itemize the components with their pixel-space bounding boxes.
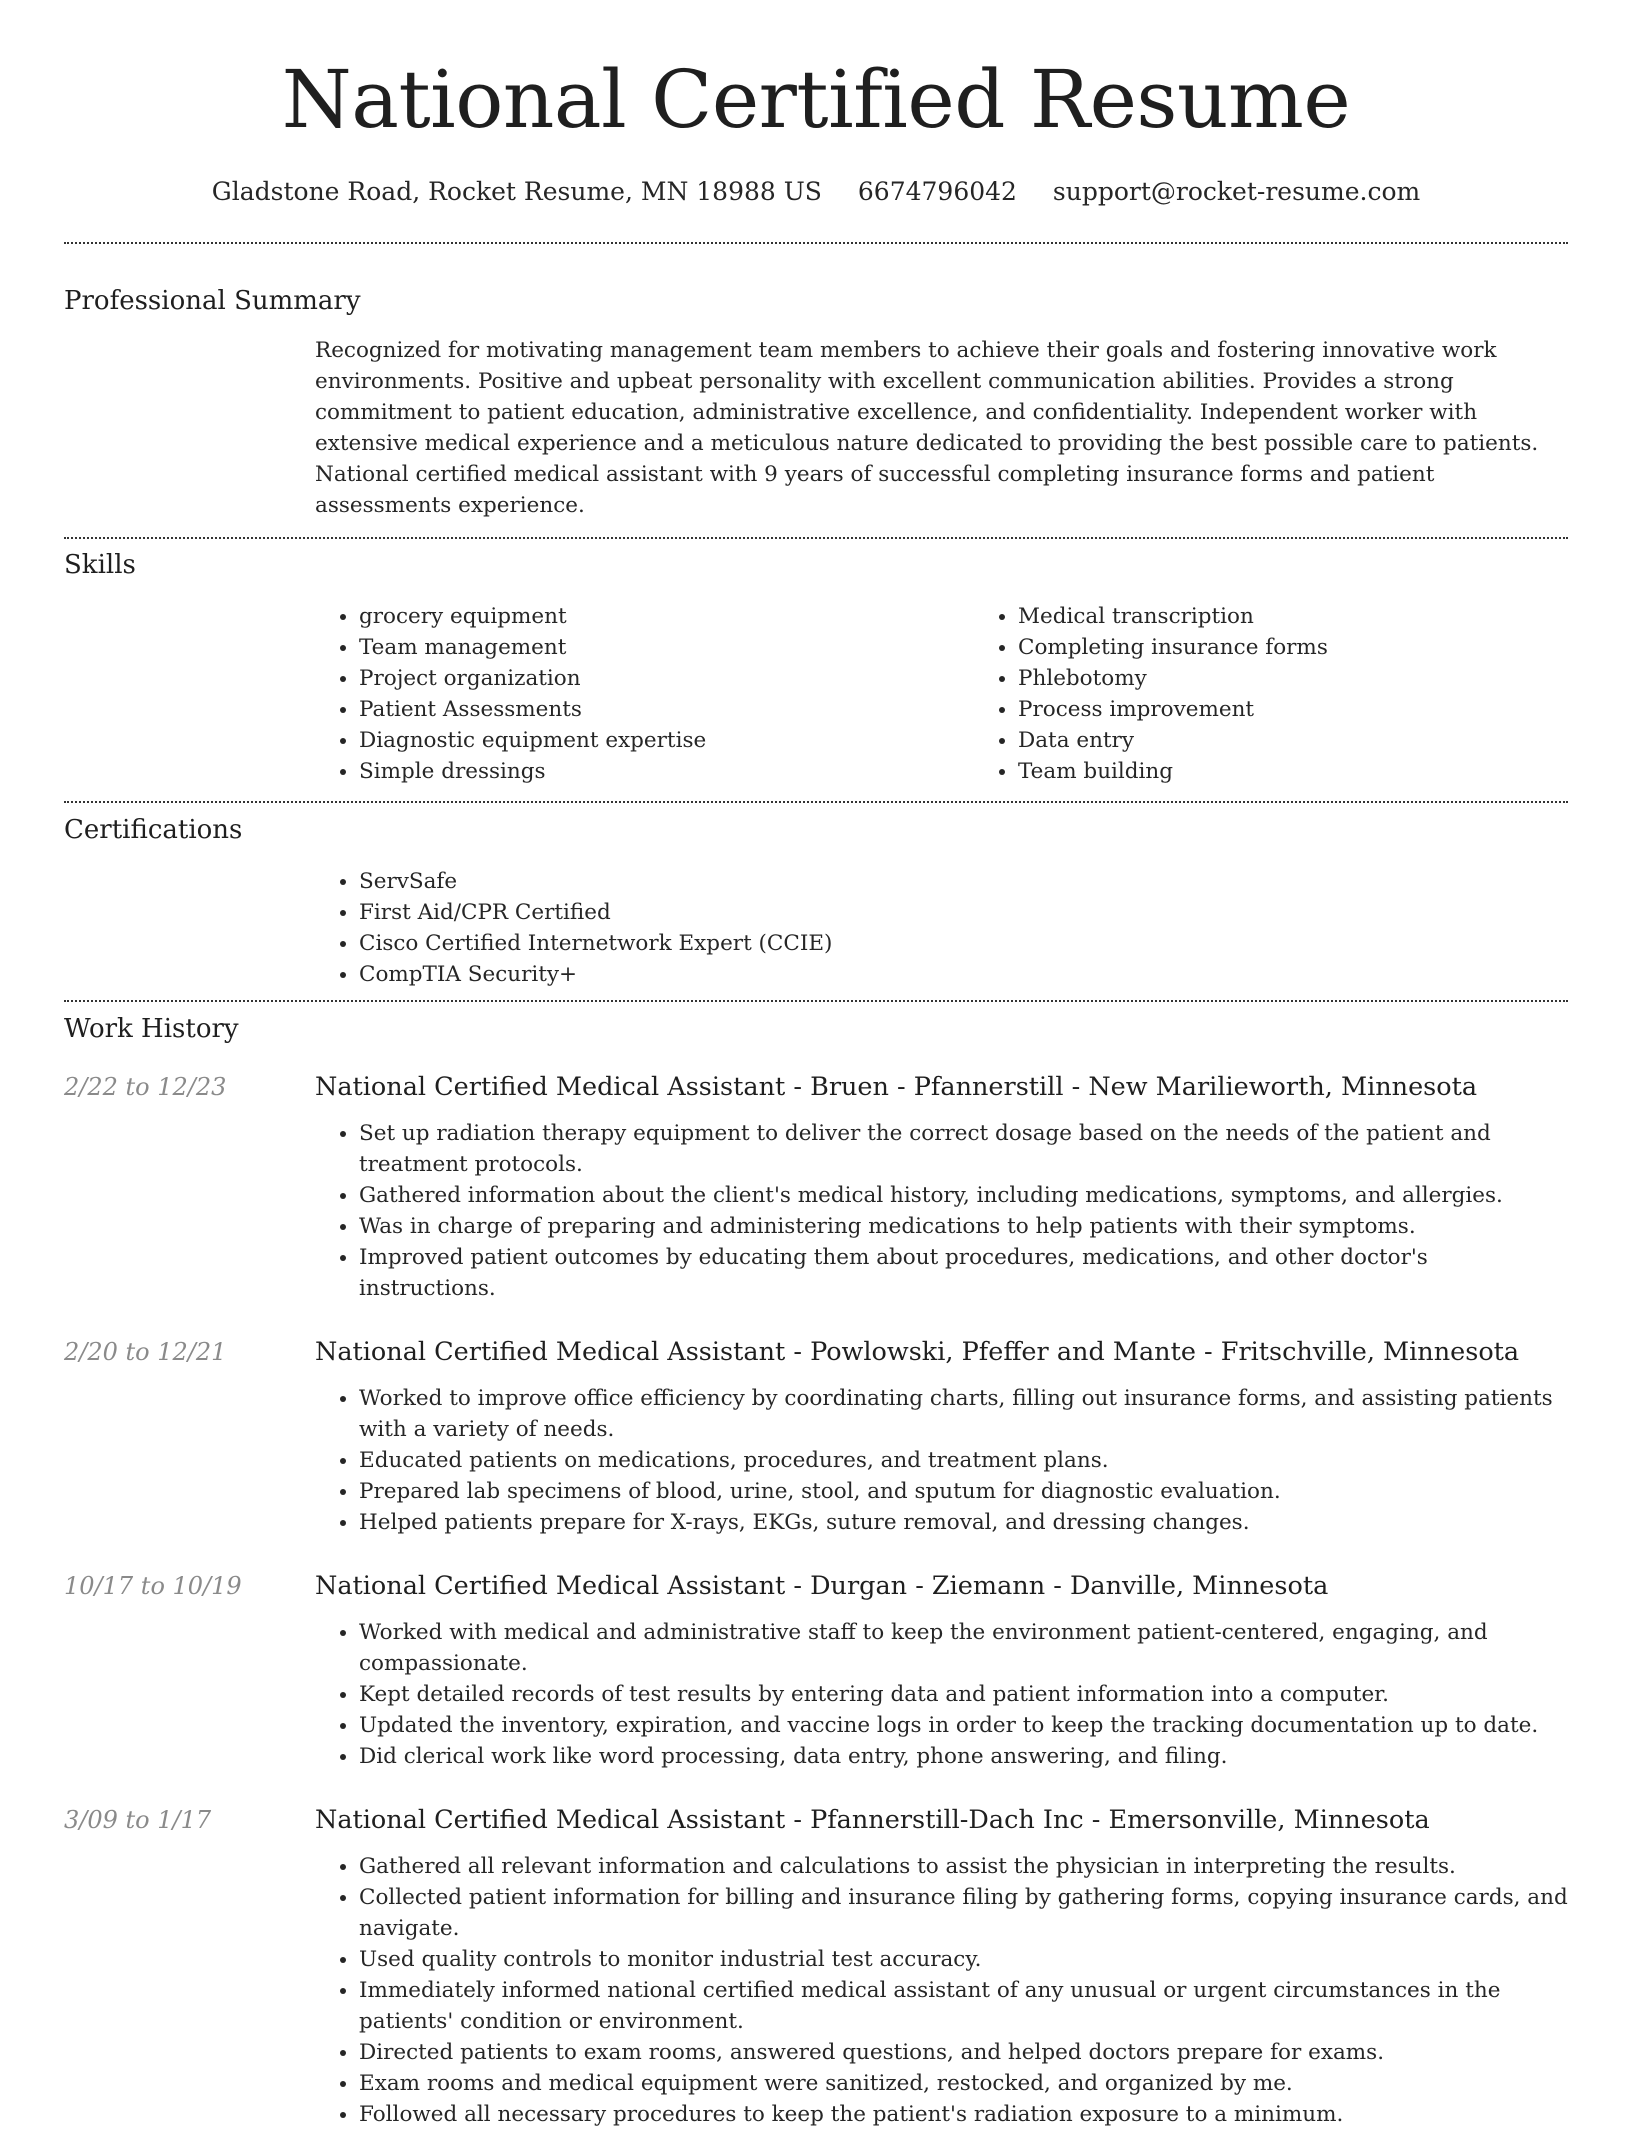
list-item: • Educated patients on medications, procedures, and treatment plans.: [359, 1445, 1568, 1476]
resume-page: [64, 0, 1568, 2130]
list-item: • Project organization: [359, 663, 974, 694]
job-entry: [64, 1070, 1568, 1304]
skills-list-left: [315, 601, 974, 787]
list-item: • Improved patient outcomes by educating them about procedures, medications, and other doctor's instructions.: [359, 1242, 1568, 1304]
job-bullets: [315, 1851, 1568, 2130]
summary-section: [64, 244, 1568, 521]
job-entry: [64, 1335, 1568, 1538]
list-item: • Used quality controls to monitor industrial test accuracy.: [359, 1944, 1568, 1975]
list-item: • Process improvement: [1018, 694, 1632, 725]
job-dates: 10/17 to 10/19: [64, 1572, 242, 1600]
list-item: • grocery equipment: [359, 601, 974, 632]
job-bullets: [315, 1118, 1568, 1304]
job-dates: 3/09 to 1/17: [64, 1806, 212, 1834]
list-item: • Set up radiation therapy equipment to deliver the correct dosage based on the needs of the patient and treatment protocols.: [359, 1118, 1568, 1180]
list-item: • Collected patient information for billing and insurance filing by gathering forms, copying insurance cards, and navigate.: [359, 1882, 1568, 1944]
job-title: National Certified Medical Assistant - Durgan - Ziemann - Danville, Minnesota: [315, 1571, 1329, 1601]
certifications-section: [64, 803, 1568, 990]
list-item: • Completing insurance forms: [1018, 632, 1632, 663]
summary-text: Recognized for motivating management team members to achieve their goals and fostering innovative work environments. Positive and upbeat personality with excellent communication abilities. Provides a strong commitment to patient education, administrative excellence, and confidentiality. Independent worker with extensive medical experience and a meticulous nature dedicated to providing the best possible care to patients. National certified medical assistant with 9 years of successful completing insurance forms and patient assessments experience.: [315, 338, 1539, 518]
list-item: • Cisco Certified Internetwork Expert (CCIE): [359, 928, 1568, 959]
resume-name: National Certified Resume: [281, 53, 1351, 146]
list-item: • Worked to improve office efficiency by coordinating charts, filling out insurance forms, and assisting patients with a variety of needs.: [359, 1383, 1568, 1445]
list-item: • Kept detailed records of test results by entering data and patient information into a computer.: [359, 1679, 1568, 1710]
list-item: • Directed patients to exam rooms, answered questions, and helped doctors prepare for exams.: [359, 2037, 1568, 2068]
job-title: National Certified Medical Assistant - Powlowski, Pfeffer and Mante - Fritschville, Minnesota: [315, 1337, 1520, 1367]
list-item: • Simple dressings: [359, 756, 974, 787]
list-item: • Did clerical work like word processing, data entry, phone answering, and filing.: [359, 1741, 1568, 1772]
list-item: • Medical transcription: [1018, 601, 1632, 632]
list-item: • ServSafe: [359, 866, 1568, 897]
list-item: • Data entry: [1018, 725, 1632, 756]
contact-phone: 6674796042: [857, 177, 1017, 206]
work-history-section: [64, 1002, 1568, 2130]
job-bullets: [315, 1617, 1568, 1772]
job-dates: 2/22 to 12/23: [64, 1073, 227, 1101]
job-title: National Certified Medical Assistant - Bruen - Pfannerstill - New Marilieworth, Minnesota: [315, 1072, 1478, 1102]
list-item: • Patient Assessments: [359, 694, 974, 725]
job-dates: 2/20 to 12/21: [64, 1338, 227, 1366]
list-item: • Updated the inventory, expiration, and vaccine logs in order to keep the tracking documentation up to date.: [359, 1710, 1568, 1741]
section-title-work-history: Work History: [64, 1014, 239, 1044]
certifications-body: [315, 866, 1568, 990]
list-item: • Exam rooms and medical equipment were sanitized, restocked, and organized by me.: [359, 2068, 1568, 2099]
list-item: • Diagnostic equipment expertise: [359, 725, 974, 756]
section-title-summary: Professional Summary: [64, 286, 361, 316]
list-item: • Team building: [1018, 756, 1632, 787]
list-item: • First Aid/CPR Certified: [359, 897, 1568, 928]
list-item: • Immediately informed national certified medical assistant of any unusual or urgent circumstances in the patients' condition or environment.: [359, 1975, 1568, 2037]
list-item: • Helped patients prepare for X-rays, EKGs, suture removal, and dressing changes.: [359, 1507, 1568, 1538]
list-item: • Team management: [359, 632, 974, 663]
job-bullets: [315, 1383, 1568, 1538]
skills-section: [64, 539, 1568, 787]
section-title-skills: Skills: [64, 550, 136, 580]
skills-grid: [315, 601, 1568, 787]
skills-list-right: [974, 601, 1632, 787]
job-entry: [64, 1803, 1568, 2130]
list-item: • Was in charge of preparing and administering medications to help patients with their symptoms.: [359, 1211, 1568, 1242]
list-item: • Gathered all relevant information and calculations to assist the physician in interpreting the results.: [359, 1851, 1568, 1882]
contact-email: support@rocket-resume.com: [1052, 177, 1421, 206]
section-title-certifications: Certifications: [64, 815, 243, 845]
job-title: National Certified Medical Assistant - Pfannerstill-Dach Inc - Emersonville, Minnesota: [315, 1805, 1430, 1835]
list-item: • Gathered information about the client's medical history, including medications, symptoms, and allergies.: [359, 1180, 1568, 1211]
list-item: • Prepared lab specimens of blood, urine, stool, and sputum for diagnostic evaluation.: [359, 1476, 1568, 1507]
contact-address: Gladstone Road, Rocket Resume, MN 18988 US: [211, 177, 822, 206]
list-item: • CompTIA Security+: [359, 959, 1568, 990]
contact-line: [64, 176, 1568, 208]
list-item: • Followed all necessary procedures to keep the patient's radiation exposure to a minimum.: [359, 2099, 1568, 2130]
certifications-list: [315, 866, 1568, 990]
list-item: • Phlebotomy: [1018, 663, 1632, 694]
job-entry: [64, 1569, 1568, 1772]
list-item: • Worked with medical and administrative staff to keep the environment patient-centered, engaging, and compassionate.: [359, 1617, 1568, 1679]
